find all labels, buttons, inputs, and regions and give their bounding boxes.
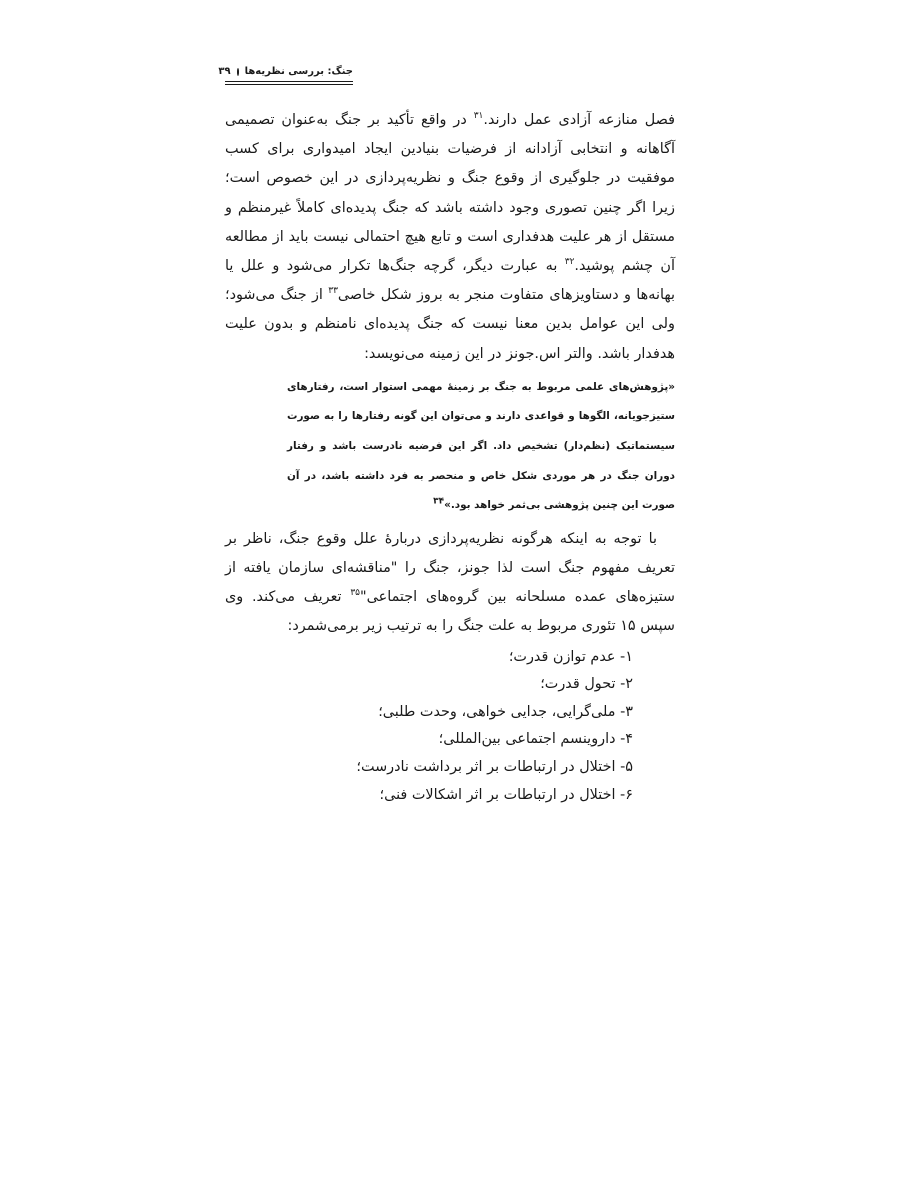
paragraph-1-part-1: فصل منازعه آزادی عمل دارند. — [483, 112, 675, 128]
list-item: ۳- ملی‌گرایی، جدایی خواهی، وحدت طلبی؛ — [378, 703, 633, 720]
paragraph-1 — [225, 106, 675, 369]
running-header — [218, 66, 353, 85]
footnote-ref-33: ۳۳ — [328, 286, 338, 297]
paragraph-2 — [225, 525, 675, 642]
running-header-line — [218, 66, 353, 81]
paragraph-2-part-2: تعریف می‌کند. وی سپس ۱۵ تئوری مربوط به علت جنگ را به ترتیب زیر برمی‌شمرد: — [225, 589, 675, 635]
list-item: ۵- اختلال در ارتباطات بر اثر برداشت نادرست؛ — [356, 758, 633, 775]
block-quote — [225, 373, 675, 521]
theory-list — [225, 644, 675, 810]
list-item: ۴- داروینسم اجتماعی بین‌المللی؛ — [438, 731, 633, 748]
paragraph-1-part-3: به عبارت دیگر، گرچه جنگ‌ها تکرار می‌شود و علل یا بهانه‌ها و دستاویزهای متفاوت منجر به بروز شکل خاصی — [225, 258, 675, 304]
main-text — [225, 106, 675, 809]
paragraph-1-part-4: از جنگ می‌شود؛ ولی این عوامل بدین معنا نیست که جنگ پدیده‌ای نامنظم و بدون علیت هدفدار باشد. والتر اس.جونز در این زمینه می‌نویسد: — [225, 287, 675, 362]
block-quote-text: «پژوهش‌های علمی مربوط به جنگ بر زمینهٔ مهمی استوار است، رفتارهای ستیزجویانه، الگوها و قواعدی دارند و می‌توان این گونه رفتارها را به صورت سیستماتیک (نظم‌دار) تشخیص داد. اگر این فرضیه نادرست باشد و رفتار دوران جنگ در هر موردی شکل خاص و منحصر به فرد داشته باشد، در آن صورت این چنین پژوهشی بی‌ثمر خواهد بود.» — [287, 380, 675, 512]
circle-separator-icon — [237, 68, 239, 76]
footnote-ref-34: ۳۴ — [433, 496, 445, 507]
paragraph-1-part-2: در واقع تأکید بر جنگ به‌عنوان تصمیمی آگاهانه و انتخابی آزادانه از فرضیات بنیادین ایجاد امیدواری برای کسب موفقیت در جلوگیری از وقوع جنگ و نظریه‌پردازی در این خصوص است؛ زیرا اگر چنین تصوری وجود داشته باشد که جنگ پدیده‌ای کاملاً غیرمنظم و مستقل از هر علیت هدفداری است و تابع هیچ احتمالی نیست باید از مطالعه آن چشم پوشید. — [225, 112, 675, 275]
running-header-title: جنگ: بررسی نظریه‌ها — [244, 66, 353, 77]
list-item: ۱- عدم توازن قدرت؛ — [508, 648, 633, 665]
header-double-rule — [225, 81, 353, 85]
paragraph-2-part-1: با توجه به اینکه هرگونه نظریه‌پردازی دربارهٔ علل وقوع جنگ، ناظر بر تعریف مفهوم جنگ است لذا جونز، جنگ را "مناقشه‌ای سازمان یافته از ستیزه‌های عمده مسلحانه بین گروه‌های اجتماعی" — [225, 530, 675, 606]
page-number: ۳۹ — [218, 66, 231, 77]
list-item: ۲- تحول قدرت؛ — [540, 676, 633, 693]
list-item: ۶- اختلال در ارتباطات بر اثر اشکالات فنی؛ — [379, 786, 633, 803]
footnote-ref-31: ۳۱ — [473, 111, 484, 122]
footnote-ref-35: ۳۵ — [350, 588, 361, 599]
footnote-ref-32: ۳۲ — [564, 257, 575, 268]
